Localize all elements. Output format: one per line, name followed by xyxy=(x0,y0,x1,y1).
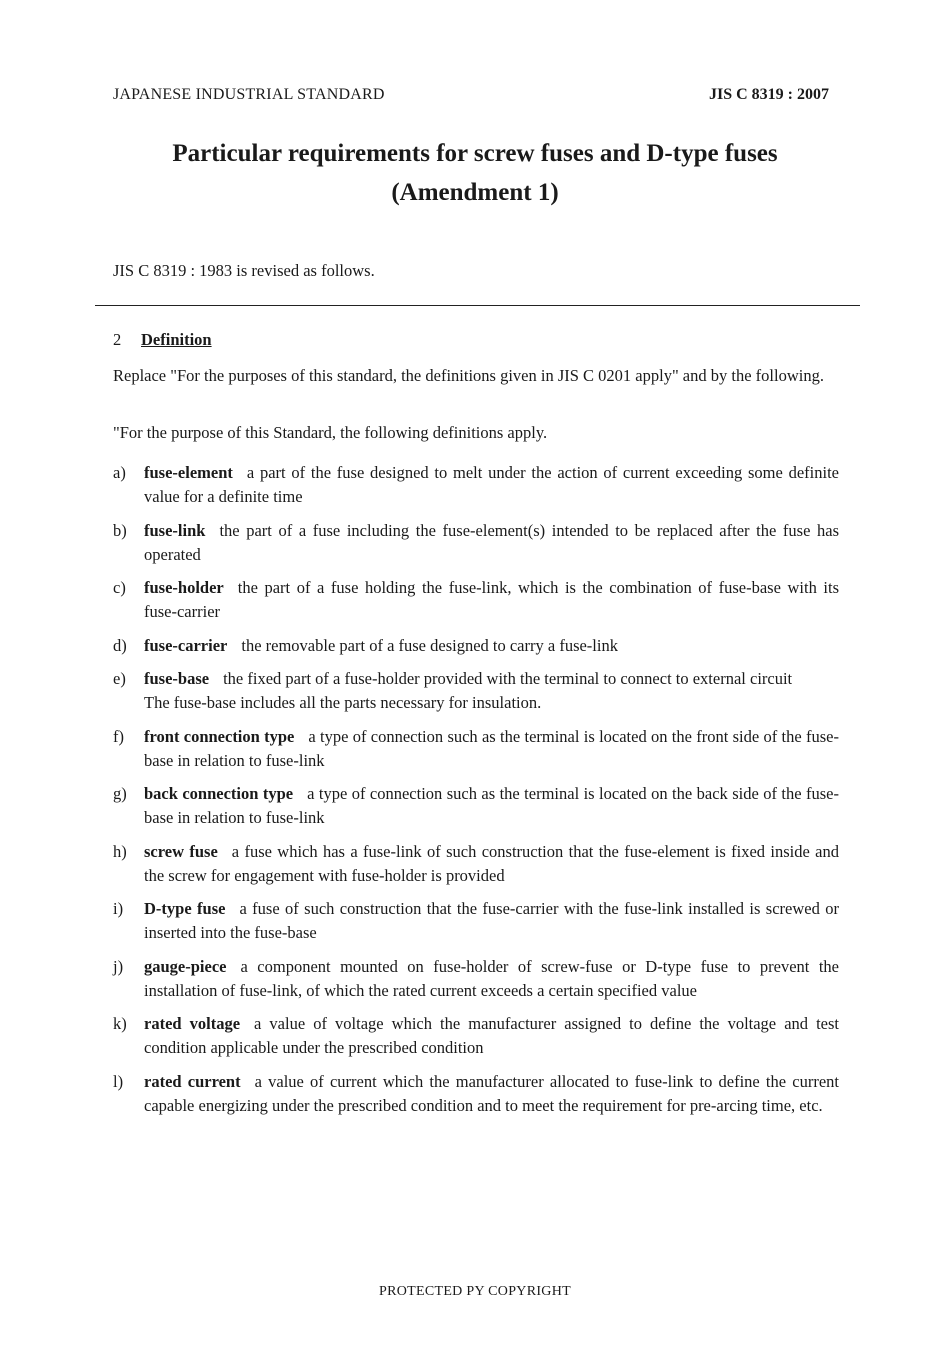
divider xyxy=(95,305,860,306)
definition-list xyxy=(113,461,839,1127)
definition-item xyxy=(113,667,839,715)
definition-label: k) xyxy=(113,1014,127,1033)
definition-item xyxy=(113,519,839,567)
definition-body xyxy=(144,840,839,888)
definition-label: e) xyxy=(113,669,126,688)
definition-label: h) xyxy=(113,841,127,861)
section-number: 2 xyxy=(113,330,122,349)
definition-term: rated voltage xyxy=(144,1014,241,1033)
definition-text: the removable part of a fuse designed to carry a fuse-link xyxy=(241,635,618,655)
definition-item xyxy=(113,897,839,945)
definition-body xyxy=(144,897,839,945)
definition-label: g) xyxy=(113,784,127,803)
definition-term: D-type fuse xyxy=(144,899,226,918)
definition-body xyxy=(144,519,839,567)
revision-note: JIS C 8319 : 1983 is revised as follows. xyxy=(113,261,375,280)
definition-label: f) xyxy=(113,726,124,746)
definition-item xyxy=(113,725,839,773)
definition-body xyxy=(144,1070,839,1118)
definition-item xyxy=(113,461,839,509)
definition-label: b) xyxy=(113,520,127,540)
definition-text: a type of connection such as the terminal is located on the back side of the fuse-base in relation to fuse-link xyxy=(144,784,840,827)
copyright-footer: PROTECTED PY COPYRIGHT xyxy=(379,1284,571,1299)
definition-term: fuse-holder xyxy=(144,578,224,597)
standard-number: JIS C 8319 : 2007 xyxy=(708,86,829,103)
definition-text: a part of the fuse designed to melt under the action of current exceeding some definite value for a definite time xyxy=(144,463,839,506)
definition-item xyxy=(113,782,839,830)
definition-label: a) xyxy=(113,463,126,482)
standard-label: JAPANESE INDUSTRIAL STANDARD xyxy=(113,86,385,103)
definition-note: The fuse-base includes all the parts necessary for insulation. xyxy=(144,693,542,712)
document-title xyxy=(0,134,950,212)
definition-text: a type of connection such as the terminal is located on the front side of the fuse-base in relation to fuse-link xyxy=(144,726,839,770)
definition-text: a value of current which the manufacturer allocated to fuse-link to define the current capable energizing under the prescribed condition and to meet the requirement for pre-arcing time, etc. xyxy=(144,1071,839,1115)
definition-term: fuse-base xyxy=(144,669,210,688)
definition-text: a value of voltage which the manufacturer assigned to define the voltage and test condition applicable under the prescribed condition xyxy=(144,1014,839,1057)
definition-text: the part of a fuse including the fuse-element(s) intended to be replaced after the fuse has operated xyxy=(144,520,839,564)
definition-item xyxy=(113,1012,839,1060)
definition-label: l) xyxy=(113,1071,124,1091)
definition-body xyxy=(144,461,839,509)
definition-term: fuse-carrier xyxy=(144,635,228,655)
definition-item xyxy=(113,840,839,888)
definition-body xyxy=(144,782,839,830)
definition-body xyxy=(144,667,839,715)
definition-body xyxy=(144,725,839,773)
definition-body xyxy=(144,955,839,1003)
definition-term: rated current xyxy=(144,1071,241,1091)
definition-term: front connection type xyxy=(144,726,295,746)
definition-text: a fuse of such construction that the fuse-carrier with the fuse-link installed is screwed or inserted into the fuse-base xyxy=(144,899,839,942)
definition-term: screw fuse xyxy=(144,841,218,861)
definition-text: a fuse which has a fuse-link of such construction that the fuse-element is fixed inside and the screw for engagement with fuse-holder is provided xyxy=(144,841,839,885)
definition-term: fuse-link xyxy=(144,520,206,540)
definition-term: fuse-element xyxy=(144,463,233,482)
title-line-1: Particular requirements for screw fuses and D-type fuses xyxy=(172,140,778,167)
definition-text: a component mounted on fuse-holder of screw-fuse or D-type fuse to prevent the installation of fuse-link, of which the rated current exceeds a certain specified value xyxy=(144,956,839,1000)
definition-item xyxy=(113,576,839,624)
definition-label: i) xyxy=(113,899,124,918)
title-line-2: (Amendment 1) xyxy=(391,179,559,206)
definition-label: c) xyxy=(113,578,126,597)
definition-term: back connection type xyxy=(144,784,294,803)
definition-text: the fixed part of a fuse-holder provided with the terminal to connect to external circuit xyxy=(223,669,793,688)
definitions-intro: "For the purpose of this Standard, the following definitions apply. xyxy=(113,423,548,442)
definition-label: j) xyxy=(113,956,124,976)
definition-item xyxy=(113,955,839,1003)
definition-item xyxy=(113,634,839,658)
section-title: Definition xyxy=(141,330,212,349)
definition-term: gauge-piece xyxy=(144,956,227,976)
definition-label: d) xyxy=(113,635,127,655)
definition-body xyxy=(144,1012,839,1060)
section-heading xyxy=(113,330,212,350)
definition-text: the part of a fuse holding the fuse-link, which is the combination of fuse-base with its fuse-carrier xyxy=(144,578,839,621)
definition-body xyxy=(144,634,839,658)
definition-body xyxy=(144,576,839,624)
replace-paragraph: Replace "For the purposes of this standard, the definitions given in JIS C 0201 apply" and by the following. xyxy=(113,366,824,385)
definition-item xyxy=(113,1070,839,1118)
